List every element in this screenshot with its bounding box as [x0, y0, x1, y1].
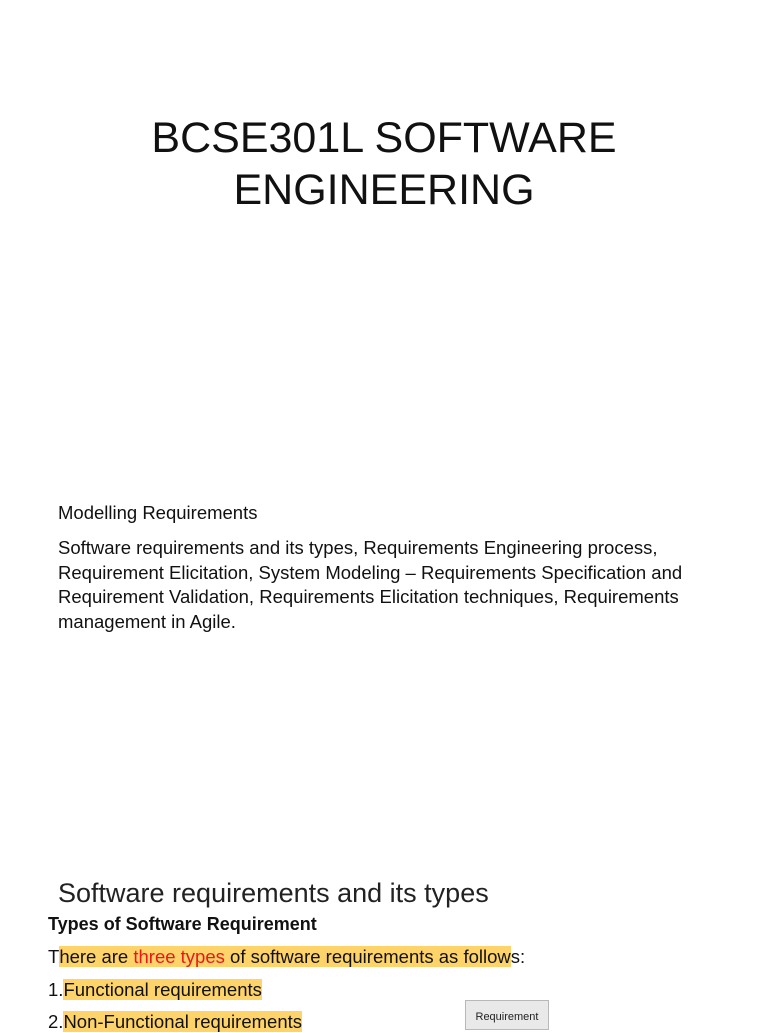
list-item-number: 2.	[48, 1011, 64, 1032]
list-item-label: Non-Functional requirements	[63, 1011, 302, 1032]
list-item-number: 1.	[48, 979, 64, 1000]
course-title	[0, 112, 768, 216]
intro-text-end: s:	[510, 946, 526, 967]
intro-text-start: T	[48, 946, 60, 967]
list-item	[48, 979, 262, 1001]
intro-text-cont: of software requirements as follow	[224, 946, 511, 967]
course-title-line-1: BCSE301L SOFTWARE	[151, 114, 617, 162]
module-description: Software requirements and its types, Requirements Engineering process, Requirement Elicitation, System Modeling – Requirements Specification and Requirement Validation, Requirements Elicitation techniques, Requirements management in Agile.	[58, 537, 683, 632]
three-types-emphasis: three types	[133, 946, 225, 967]
intro-highlight	[59, 946, 510, 967]
intro-sentence	[48, 946, 525, 968]
list-item	[48, 1011, 302, 1033]
intro-text: here are	[59, 946, 134, 967]
slide-title: Software requirements and its types	[58, 878, 489, 908]
module-heading: Modelling Requirements	[58, 502, 258, 523]
requirement-types-slide	[0, 872, 768, 1032]
course-title-line-2: ENGINEERING	[233, 166, 535, 214]
requirement-diagram-box: Requirement	[465, 1000, 549, 1030]
list-item-label: Functional requirements	[63, 979, 262, 1000]
module-overview-slide	[0, 292, 768, 872]
slide-subtitle: Types of Software Requirement	[48, 914, 317, 934]
title-slide	[0, 0, 768, 292]
